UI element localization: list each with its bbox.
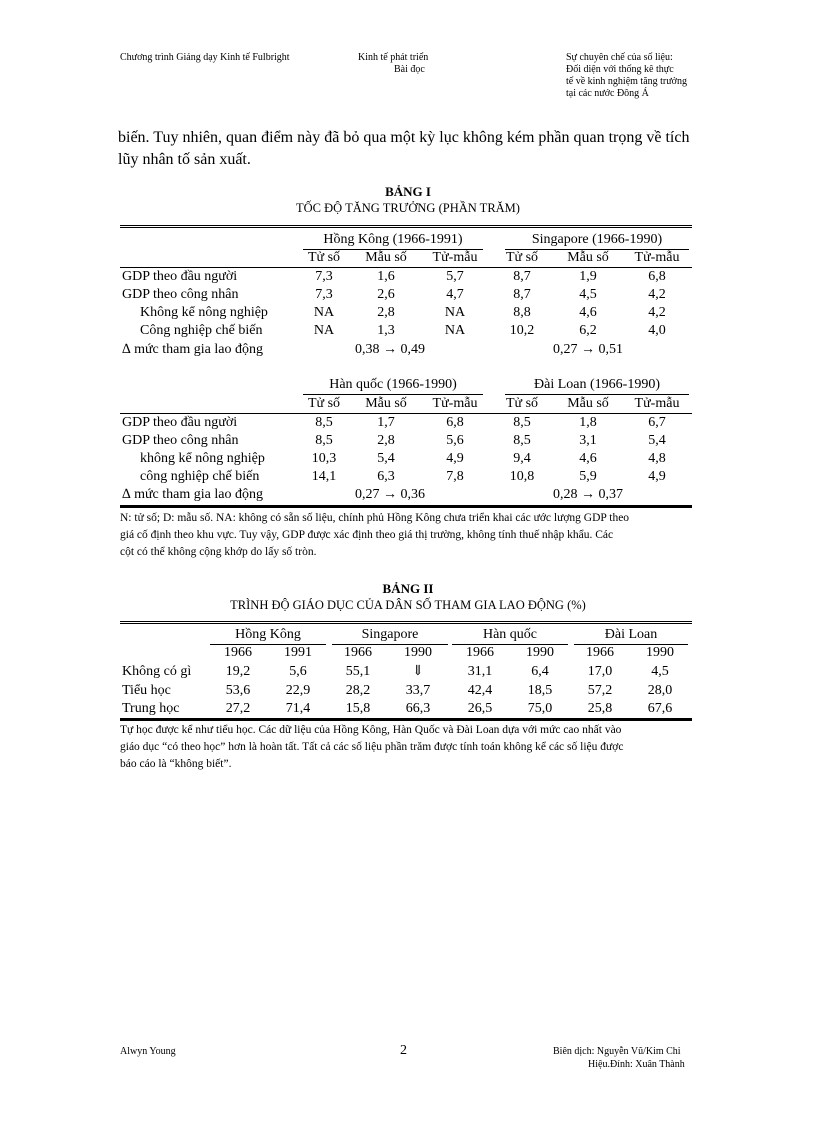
row-label: Trung học xyxy=(122,701,180,716)
cell: 8,8 xyxy=(513,305,531,320)
header-title-line: Sự chuyên chế của số liệu: xyxy=(566,52,673,63)
cell: 6,3 xyxy=(377,469,395,484)
table1-bottom-rule xyxy=(120,505,692,508)
cell: 66,3 xyxy=(405,701,431,716)
row-label: GDP theo đầu người xyxy=(122,269,238,284)
cell: 8,5 xyxy=(513,415,531,430)
table1-subhead: Tử-mẫu xyxy=(634,250,680,265)
cell: 18,5 xyxy=(527,683,553,698)
row-label: GDP theo đầu người xyxy=(122,415,238,430)
cell-arrow-down-icon: ⇓ xyxy=(412,664,424,679)
table2-subtitle: TRÌNH ĐỘ GIÁO DỤC CỦA DÂN SỐ THAM GIA LAO ĐỘNG (%) xyxy=(230,598,586,612)
cell: 6,8 xyxy=(446,415,464,430)
year: 1966 xyxy=(586,645,614,660)
row-label: Không có gì xyxy=(122,664,192,679)
cell: 57,2 xyxy=(587,683,613,698)
labor-change: 0,27 → 0,36 xyxy=(355,487,425,502)
cell: 5,4 xyxy=(648,433,666,448)
table1-subhead: Tử số xyxy=(505,396,539,411)
row-label: GDP theo công nhân xyxy=(122,287,239,302)
cell: 6,4 xyxy=(531,664,549,679)
labor-change: 0,28 → 0,37 xyxy=(553,487,623,502)
cell: 75,0 xyxy=(527,701,553,716)
cell: 4,9 xyxy=(648,469,666,484)
table2-bottom-rule xyxy=(120,718,692,721)
cell: 8,5 xyxy=(315,415,333,430)
row-label: Tiểu học xyxy=(122,683,171,698)
table1-subhead: Mẫu số xyxy=(365,396,407,411)
cell: 67,6 xyxy=(647,701,673,716)
cell: 10,8 xyxy=(509,469,535,484)
cell: 8,5 xyxy=(513,433,531,448)
intro-line: biến. Tuy nhiên, quan điểm này đã bỏ qua một kỳ lục không kém phần quan trọng về tích xyxy=(118,129,690,146)
table1-title-block xyxy=(0,184,816,216)
table2-country: Hồng Kông xyxy=(235,627,301,642)
table2-country: Hàn quốc xyxy=(482,627,538,642)
intro-paragraph xyxy=(118,127,722,171)
cell: 4,9 xyxy=(446,451,464,466)
cell: 4,0 xyxy=(648,323,666,338)
header-course-type: Bài đọc xyxy=(394,64,425,75)
note-line: giáo dục “có theo học” hơn là hoàn tất. Tất cả các số liệu phần trăm được tính toán không kể các số liệu được xyxy=(120,741,624,753)
table1-country-taiwan: Đài Loan (1966-1990) xyxy=(534,377,660,392)
cell: NA xyxy=(313,323,335,338)
note-line: cột có thể không cộng khớp do lấy số tròn. xyxy=(120,546,317,558)
page-number: 2 xyxy=(400,1043,407,1058)
cell: 5,9 xyxy=(579,469,597,484)
footer-author: Alwyn Young xyxy=(120,1046,176,1057)
table1-subtitle: TỐC ĐỘ TĂNG TRƯỞNG (PHẦN TRĂM) xyxy=(296,201,520,215)
table1-subhead: Tử-mẫu xyxy=(432,396,478,411)
cell: 26,5 xyxy=(467,701,493,716)
cell: 5,7 xyxy=(446,269,464,284)
cell: NA xyxy=(444,323,466,338)
table1-subhead: Tử-mẫu xyxy=(432,250,478,265)
cell: 7,3 xyxy=(315,269,333,284)
row-label: Không kể nông nghiệp xyxy=(140,305,268,320)
table1-subhead: Mẫu số xyxy=(567,396,609,411)
row-label: GDP theo công nhân xyxy=(122,433,239,448)
year: 1990 xyxy=(646,645,674,660)
labor-change: 0,27 → 0,51 xyxy=(553,342,623,357)
row-label: ∆ mức tham gia lao động xyxy=(122,342,263,357)
cell: 17,0 xyxy=(587,664,613,679)
table1-subhead: Mẫu số xyxy=(365,250,407,265)
table1-subhead: Tử số xyxy=(505,250,539,265)
cell: 31,1 xyxy=(467,664,493,679)
cell: 2,6 xyxy=(377,287,395,302)
table1-subhead: Tử-mẫu xyxy=(634,396,680,411)
header-course-title: Kinh tế phát triển xyxy=(358,52,429,63)
header-course xyxy=(358,52,478,76)
footer-translator: Biên dịch: Nguyễn Vũ/Kim Chi xyxy=(553,1046,681,1057)
cell: 22,9 xyxy=(285,683,311,698)
cell: 4,7 xyxy=(446,287,464,302)
cell: 71,4 xyxy=(285,701,311,716)
cell: 27,2 xyxy=(225,701,251,716)
cell: 42,4 xyxy=(467,683,493,698)
table2-country: Singapore xyxy=(361,627,419,642)
cell: 28,0 xyxy=(647,683,673,698)
cell: 8,7 xyxy=(513,269,531,284)
cell: 4,6 xyxy=(579,305,597,320)
cell: 15,8 xyxy=(345,701,371,716)
cell: NA xyxy=(313,305,335,320)
table2-title-block xyxy=(0,581,816,613)
cell: 4,2 xyxy=(648,305,666,320)
cell: 1,9 xyxy=(579,269,597,284)
table1-note xyxy=(120,510,720,561)
year: 1990 xyxy=(526,645,554,660)
cell: 8,5 xyxy=(315,433,333,448)
note-line: N: tử số; D: mẫu số. NA: không có sẵn số liệu, chính phủ Hồng Kông chưa triển khai các ước lượng GDP theo xyxy=(120,512,630,524)
cell: NA xyxy=(444,305,466,320)
header-title-line: tại các nước Đông Á xyxy=(566,88,649,99)
cell: 4,6 xyxy=(579,451,597,466)
header-program: Chương trình Giảng dạy Kinh tế Fulbright xyxy=(120,52,290,63)
cell: 4,8 xyxy=(648,451,666,466)
labor-change: 0,38 → 0,49 xyxy=(355,342,425,357)
cell: 2,8 xyxy=(377,433,395,448)
intro-line: lũy nhân tố sản xuất. xyxy=(118,151,251,168)
row-label: Công nghiệp chế biến xyxy=(140,323,263,338)
footer-editor: Hiệu.Đính: Xuân Thành xyxy=(588,1059,685,1070)
cell: 19,2 xyxy=(225,664,251,679)
cell: 14,1 xyxy=(311,469,337,484)
cell: 5,6 xyxy=(289,664,307,679)
cell: 2,8 xyxy=(377,305,395,320)
cell: 5,4 xyxy=(377,451,395,466)
header-title-line: tế về kinh nghiệm tăng trưởng xyxy=(566,76,687,87)
table2-note xyxy=(120,722,720,773)
header-article-title xyxy=(566,52,687,100)
table1-country-hongkong: Hồng Kông (1966-1991) xyxy=(323,232,463,247)
cell: 1,6 xyxy=(377,269,395,284)
table1-country-singapore: Singapore (1966-1990) xyxy=(531,232,663,247)
table1-subhead: Mẫu số xyxy=(567,250,609,265)
header-title-line: Đối diện với thống kê thực xyxy=(566,64,674,75)
cell: 6,7 xyxy=(648,415,666,430)
cell: 33,7 xyxy=(405,683,431,698)
table1-subhead: Tử số xyxy=(307,396,341,411)
note-line: Tự học được kể như tiểu học. Các dữ liệu của Hồng Kông, Hàn Quốc và Đài Loan dựa với mức cao nhất vào xyxy=(120,724,622,736)
table1-top-rule xyxy=(120,225,692,228)
cell: 6,2 xyxy=(579,323,597,338)
year: 1990 xyxy=(404,645,432,660)
table1-country-korea: Hàn quốc (1966-1990) xyxy=(329,377,457,392)
cell: 3,1 xyxy=(579,433,597,448)
row-label: công nghiệp chế biến xyxy=(140,469,260,484)
cell: 10,3 xyxy=(311,451,337,466)
cell: 7,8 xyxy=(446,469,464,484)
cell: 1,8 xyxy=(579,415,597,430)
year: 1966 xyxy=(466,645,494,660)
cell: 9,4 xyxy=(513,451,531,466)
table1-title: BẢNG I xyxy=(385,184,431,199)
cell: 4,5 xyxy=(651,664,669,679)
note-line: báo cáo là “không biết”. xyxy=(120,758,232,770)
cell: 53,6 xyxy=(225,683,251,698)
cell: 10,2 xyxy=(509,323,535,338)
year: 1991 xyxy=(284,645,312,660)
cell: 1,7 xyxy=(377,415,395,430)
cell: 7,3 xyxy=(315,287,333,302)
cell: 4,2 xyxy=(648,287,666,302)
cell: 5,6 xyxy=(446,433,464,448)
cell: 25,8 xyxy=(587,701,613,716)
cell: 8,7 xyxy=(513,287,531,302)
cell: 28,2 xyxy=(345,683,371,698)
cell: 4,5 xyxy=(579,287,597,302)
year: 1966 xyxy=(344,645,372,660)
table1-subhead: Tử số xyxy=(307,250,341,265)
cell: 6,8 xyxy=(648,269,666,284)
table2-title: BẢNG II xyxy=(382,581,434,596)
row-label: ∆ mức tham gia lao động xyxy=(122,487,263,502)
row-label: không kể nông nghiệp xyxy=(140,451,265,466)
table2-country: Đài Loan xyxy=(604,627,658,642)
year: 1966 xyxy=(224,645,252,660)
cell: 1,3 xyxy=(377,323,395,338)
table2-top-rule xyxy=(120,621,692,624)
cell: 55,1 xyxy=(345,664,371,679)
note-line: giá cố định theo khu vực. Tuy vậy, GDP được xác định theo giá thị trường, không tính thuế nhập khẩu. Các xyxy=(120,529,614,541)
